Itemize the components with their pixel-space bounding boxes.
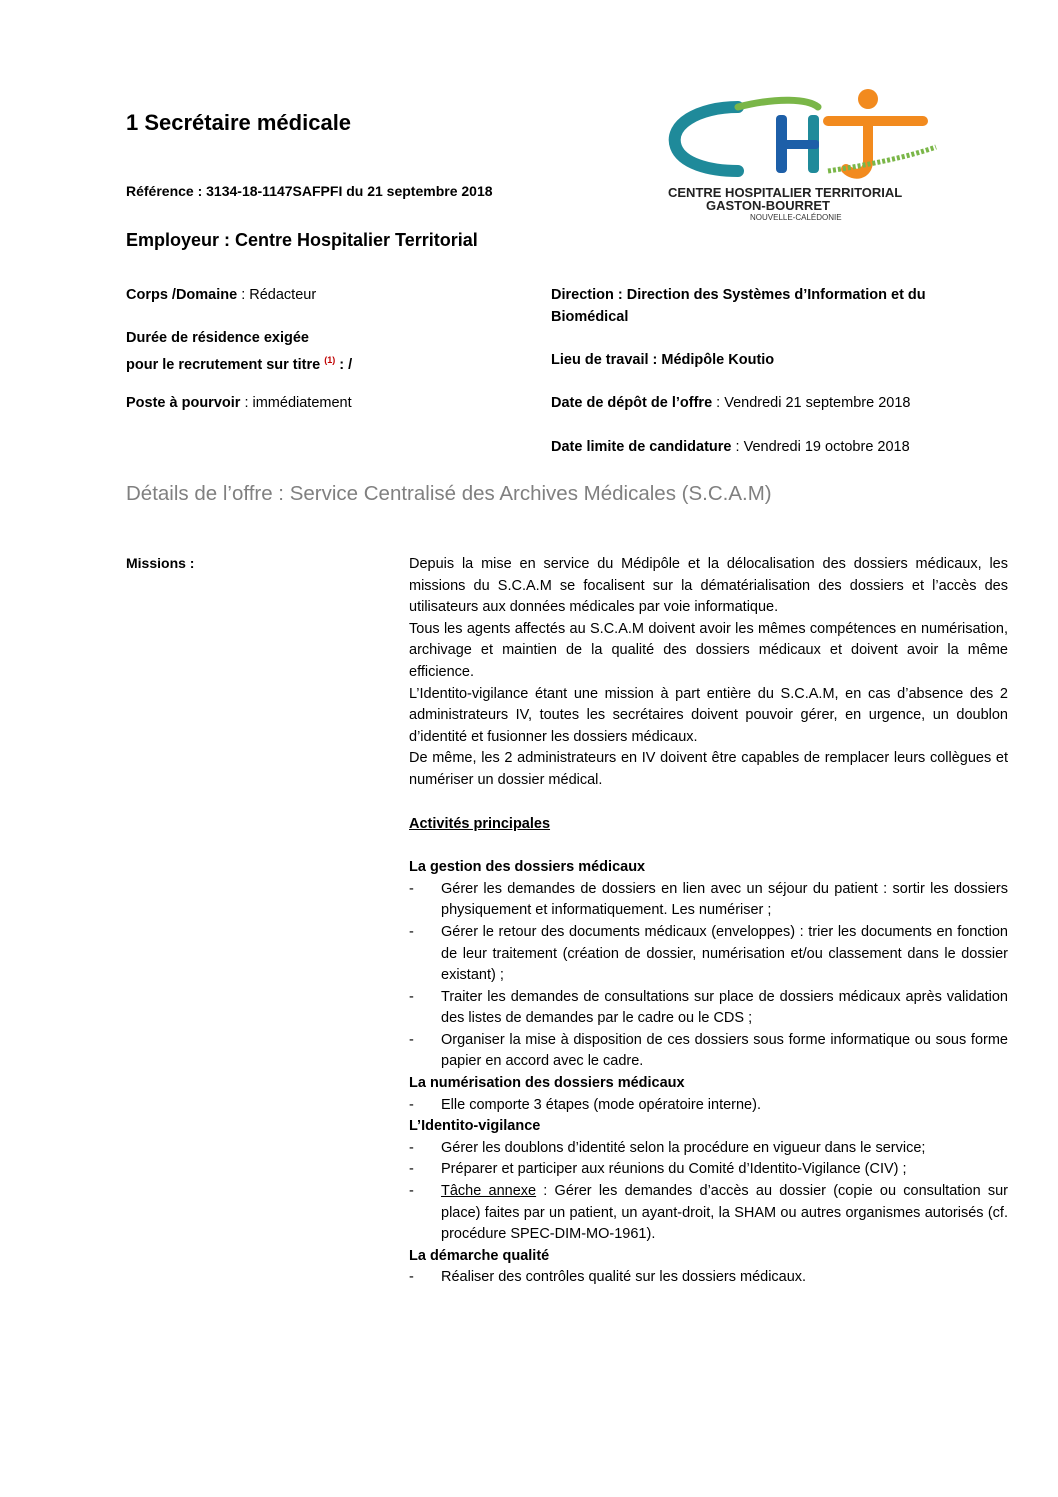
list-item bbox=[409, 1267, 1008, 1289]
page-title: 1 Secrétaire médicale bbox=[126, 110, 352, 135]
section-title: Détails de l’offre : Service Centralisé des Archives Médicales (S.C.A.M) bbox=[126, 482, 772, 505]
list-item bbox=[409, 987, 1008, 1030]
hospital-logo bbox=[668, 85, 940, 225]
activites-title: Activités principales bbox=[409, 815, 551, 832]
direction-line-1: Direction : Direction des Systèmes d’Information et du bbox=[551, 287, 926, 303]
limite-label: Date limite de candidature bbox=[551, 439, 732, 455]
list-item bbox=[409, 1095, 1008, 1117]
dash-bullet: - bbox=[409, 1139, 414, 1156]
corps-label: Corps /Domaine bbox=[126, 287, 238, 303]
list-qualite bbox=[409, 1267, 1008, 1289]
list-item-text: Gérer les demandes de dossiers en lien avec un séjour du patient : sortir les dossiers physiquement et informatiquement. Les numériser ; bbox=[441, 880, 1008, 919]
direction-line-2: Biomédical bbox=[551, 309, 629, 325]
duree-residence bbox=[126, 327, 352, 376]
logo-line-2: GASTON-BOURRET bbox=[706, 198, 830, 213]
group-heading-numerisation: La numérisation des dossiers médicaux bbox=[409, 1075, 685, 1092]
depot-value: : Vendredi 21 septembre 2018 bbox=[712, 395, 911, 411]
date-depot bbox=[551, 392, 910, 414]
list-gestion bbox=[409, 879, 1008, 1073]
list-numerisation bbox=[409, 1095, 1008, 1117]
date-limite bbox=[551, 436, 910, 458]
list-item-text: Réaliser des contrôles qualité sur les dossiers médicaux. bbox=[441, 1269, 807, 1286]
list-item-text: Gérer les doublons d’identité selon la procédure en vigueur dans le service; bbox=[441, 1139, 926, 1156]
dash-bullet: - bbox=[409, 1269, 414, 1286]
missions-paragraph: Depuis la mise en service du Médipôle et la délocalisation des dossiers médicaux, les missions du S.C.A.M se focalisent sur la dématérialisation des dossiers et l’accès des utilisateurs aux données médicales par voie informatique. bbox=[409, 556, 1008, 616]
list-item-text: Organiser la mise à disposition de ces dossiers sous forme informatique ou sous forme papier en accord avec le cadre. bbox=[441, 1031, 1008, 1070]
dash-bullet: - bbox=[409, 923, 414, 940]
list-item-text: Elle comporte 3 étapes (mode opératoire interne). bbox=[441, 1096, 761, 1113]
corps-domaine bbox=[126, 284, 316, 306]
group-heading-qualite: La démarche qualité bbox=[409, 1247, 550, 1264]
list-item-text: Préparer et participer aux réunions du Comité d’Identito-Vigilance (CIV) ; bbox=[441, 1161, 907, 1178]
reference-line: Référence : 3134-18-1147SAFPFI du 21 septembre 2018 bbox=[126, 183, 493, 199]
duree-value: : / bbox=[335, 356, 353, 373]
dash-bullet: - bbox=[409, 988, 414, 1005]
footnote-marker: (1) bbox=[324, 355, 336, 365]
list-item-text: Traiter les demandes de consultations sur place de dossiers médicaux après validation des listes de demandes par le cadre ou le CDS ; bbox=[441, 988, 1008, 1027]
poste-label: Poste à pourvoir bbox=[126, 395, 241, 411]
list-identito bbox=[409, 1138, 1008, 1246]
group-heading-gestion: La gestion des dossiers médicaux bbox=[409, 859, 646, 876]
poste-value: : immédiatement bbox=[240, 395, 352, 411]
duree-label-2: pour le recrutement sur titre bbox=[126, 356, 325, 373]
list-item bbox=[409, 1159, 1008, 1181]
list-item bbox=[409, 922, 1008, 987]
list-item bbox=[409, 1181, 1008, 1246]
poste-a-pourvoir bbox=[126, 392, 352, 414]
list-item bbox=[409, 879, 1008, 922]
dash-bullet: - bbox=[409, 880, 414, 897]
group-heading-identito: L’Identito-vigilance bbox=[409, 1118, 541, 1135]
lieu-de-travail: Lieu de travail : Médipôle Koutio bbox=[551, 352, 775, 368]
depot-label: Date de dépôt de l’offre bbox=[551, 395, 713, 411]
logo-line-1: CENTRE HOSPITALIER TERRITORIAL bbox=[668, 185, 903, 200]
dash-bullet: - bbox=[409, 1031, 414, 1048]
missions-body bbox=[409, 554, 1008, 1289]
direction bbox=[551, 284, 926, 328]
duree-label-1: Durée de résidence exigée bbox=[126, 330, 309, 346]
dash-bullet: - bbox=[409, 1161, 414, 1178]
limite-value: : Vendredi 19 octobre 2018 bbox=[731, 439, 910, 455]
missions-paragraph: L’Identito-vigilance étant une mission à part entière du S.C.A.M, en cas d’absence des 2 administrateurs IV, toutes les secrétaires doivent pouvoir gérer, en urgence, un doublon d’identité et fusionner les dossiers médicaux. bbox=[409, 685, 1008, 745]
annex-text: : Gérer les demandes d’accès au dossier (copie ou consultation sur place) faites par un patient, un ayant-droit, la SHAM ou autres organismes autorisés (cf. procédure SPEC-DIM-MO-1961). bbox=[441, 1183, 1008, 1243]
logo-line-3: NOUVELLE-CALÉDONIE bbox=[750, 213, 842, 222]
list-item-text: Gérer le retour des documents médicaux (enveloppes) : trier les documents en fonction de leur traitement (création de dossier, numérisation et/ou classement dans le dossier existant) ; bbox=[441, 923, 1008, 984]
list-item bbox=[409, 1138, 1008, 1160]
employer-line: Employeur : Centre Hospitalier Territorial bbox=[126, 230, 478, 250]
list-item bbox=[409, 1030, 1008, 1073]
missions-paragraph: Tous les agents affectés au S.C.A.M doivent avoir les mêmes compétences en numérisation, archivage et maintien de la qualité des dossiers médicaux et doivent avoir la même efficience. bbox=[409, 620, 1008, 680]
missions-label: Missions : bbox=[126, 555, 195, 571]
dash-bullet: - bbox=[409, 1096, 414, 1113]
dash-bullet: - bbox=[409, 1183, 414, 1200]
corps-value: : Rédacteur bbox=[237, 287, 317, 303]
missions-paragraph: De même, les 2 administrateurs en IV doivent être capables de remplacer leurs collègues et numériser un dossier médical. bbox=[409, 750, 1008, 788]
annex-label: Tâche annexe bbox=[441, 1183, 537, 1200]
